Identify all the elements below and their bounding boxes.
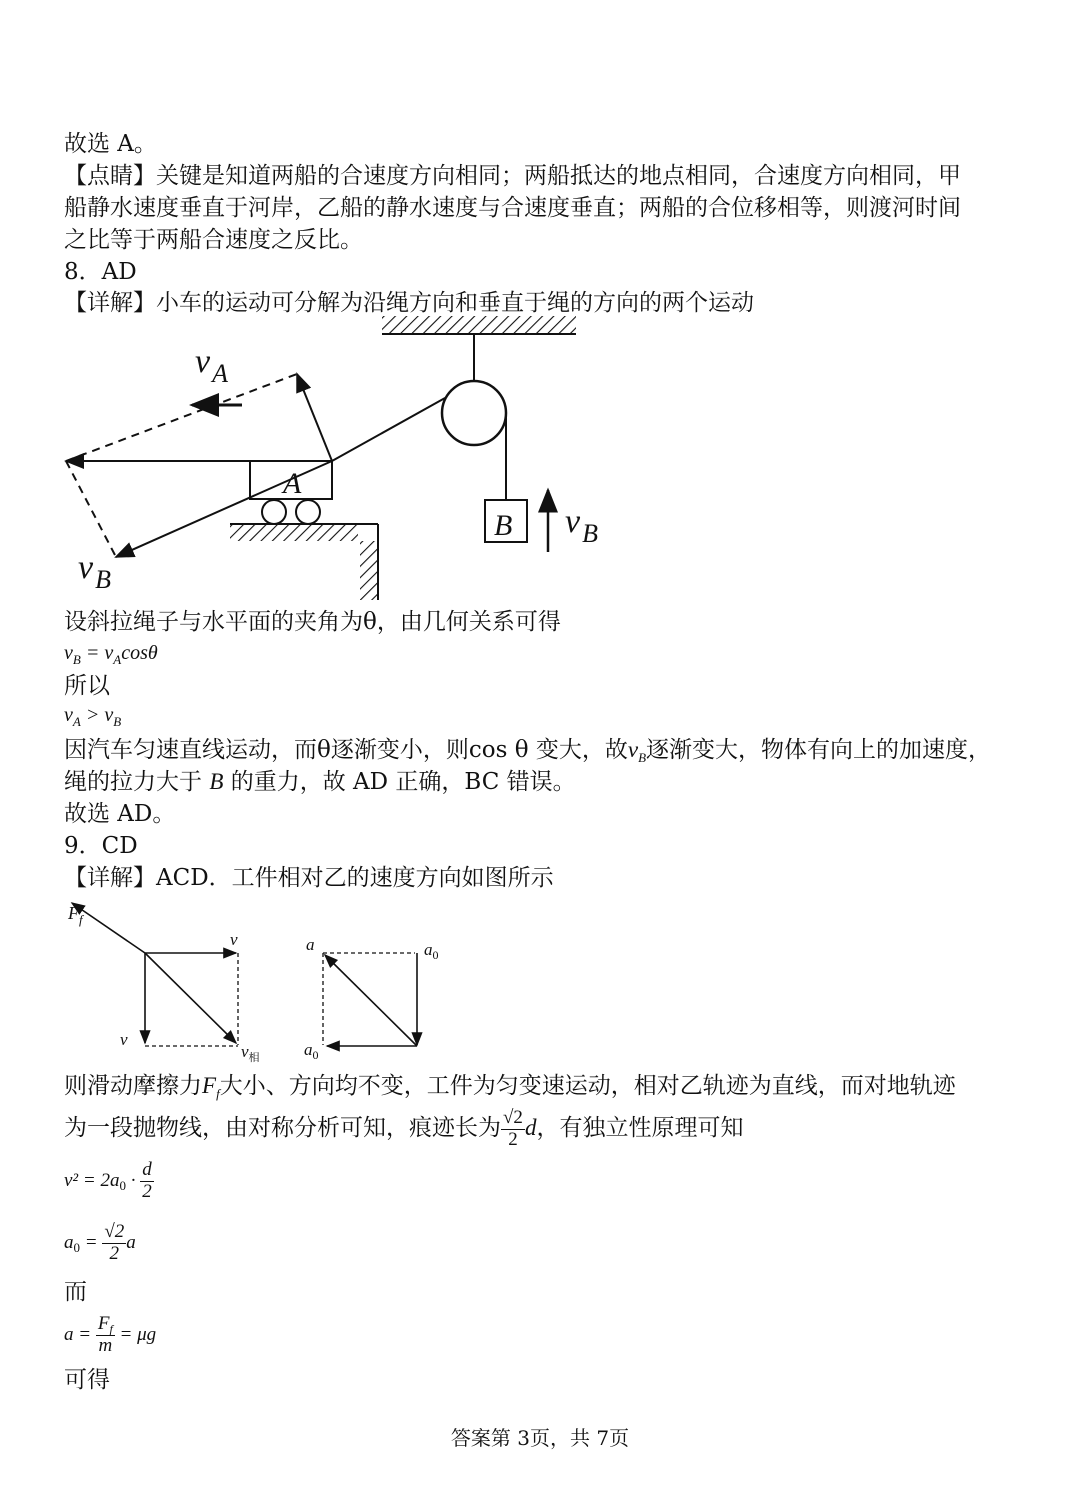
equation-v-squared: $v^2 = 2a_0$ · $\frac{d}{2}$	[64, 1159, 152, 1202]
text-line: 船静水速度垂直于河岸，乙船的静水速度与合速度垂直；两船的合位移相等，则渡河时间	[64, 195, 961, 221]
block-b-label: B	[494, 509, 513, 542]
vb-label-right: $v_B$	[565, 503, 598, 548]
text-line: 则滑动摩擦力$F_f$大小、方向均不变，工件为匀变速运动，相对乙轨迹为直线，而对地轨迹	[64, 1073, 956, 1101]
page-footer: 答案第 3页，共 7页	[450, 1426, 630, 1450]
pulley-cart-diagram	[50, 310, 620, 605]
equation-va-gt-vb: $v_A > v_B$	[64, 704, 122, 729]
text-line: 【详解】ACD．工件相对乙的速度方向如图所示	[64, 865, 554, 891]
velocity-acceleration-diagram	[60, 895, 460, 1070]
text-line: 可得	[64, 1367, 110, 1393]
va-label: $v_A$	[195, 343, 228, 388]
a0-top-label: $a_0$	[424, 940, 439, 962]
text-line: 设斜拉绳子与水平面的夹角为θ，由几何关系可得	[64, 609, 561, 635]
text-line: 绳的拉力大于 B 的重力，故 AD 正确，BC 错误。	[64, 769, 576, 795]
text-line: 因汽车匀速直线运动，而θ逐渐变小，则cos θ 变大，故$v_B$逐渐变大，物体有向上的加速度，	[64, 737, 992, 765]
text-line: 所以	[64, 673, 110, 699]
v-left-label: v	[120, 1030, 128, 1049]
equation-a-mu-g: a = $\frac{F_f}{m}$ = μg	[64, 1313, 157, 1356]
text-line: 【点睛】关键是知道两船的合速度方向相同；两船抵达的地点相同，合速度方向相同，甲	[64, 163, 961, 189]
question-number: 8．AD	[64, 259, 137, 285]
vb-label-left: $v_B$	[78, 549, 111, 594]
text-line: 故选 A。	[64, 131, 157, 157]
text-line: 而	[64, 1279, 87, 1305]
cart-label: A	[283, 467, 302, 500]
text-line: 之比等于两船合速度之反比。	[64, 227, 363, 253]
a-label: a	[306, 935, 315, 954]
v-rel-label: $v_相$	[241, 1042, 260, 1064]
equation-vb-eq: $v_B = v_A\cos\theta$	[64, 642, 158, 667]
text-line: 故选 AD。	[64, 801, 176, 827]
v-top-label: v	[230, 930, 238, 949]
ff-label: $F_f$	[68, 903, 83, 927]
text-line: 【详解】小车的运动可分解为沿绳方向和垂直于绳的方向的两个运动	[64, 290, 754, 316]
question-number: 9．CD	[64, 833, 138, 859]
a0-bottom-label: $a_0$	[304, 1040, 319, 1062]
text-line: 为一段抛物线，由对称分析可知，痕迹长为 $\frac{√2}{2}$ d，有独立性原理可知	[64, 1106, 744, 1150]
equation-a0: $a_0$ = $\frac{√2}{2}$ a	[64, 1221, 136, 1264]
